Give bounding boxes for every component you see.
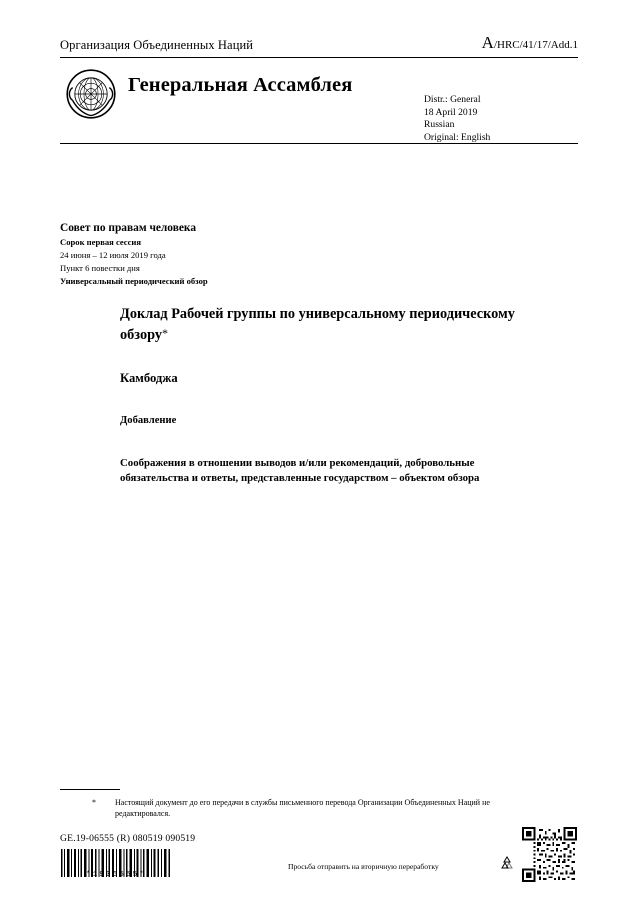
footnote: [92, 797, 512, 819]
barcode-digits: *1906555*: [86, 871, 146, 879]
document-header: [60, 33, 578, 143]
page-title: [120, 305, 520, 345]
footnote-divider: [60, 789, 120, 790]
body-name: Генеральная Ассамблея: [128, 74, 353, 96]
header-divider-bottom: [60, 143, 578, 144]
distribution-type: Distr.: General: [424, 94, 481, 105]
country-name: Камбоджа: [120, 371, 178, 385]
footnote-text: Настоящий документ до его передачи в службы письменного перевода Организации Объединенных Наций не редактировался.: [115, 798, 490, 818]
distribution-date: 18 April 2019: [424, 106, 478, 118]
distribution-original: Original: English: [424, 131, 491, 143]
agenda-topic: Универсальный периодический обзор: [60, 276, 208, 286]
council-block: [60, 222, 490, 286]
header-top-row: [60, 33, 578, 55]
qr-code-icon: [522, 827, 577, 882]
header-main-row: [60, 58, 578, 143]
un-emblem-icon: [64, 67, 118, 121]
title-footnote-marker: *: [162, 326, 169, 340]
job-number: GE.19-06555 (R) 080519 090519: [60, 833, 196, 844]
distribution-block: [424, 94, 490, 144]
council-dates: 24 июня – 12 июля 2019 года: [60, 250, 166, 260]
document-subtitle: Соображения в отношении выводов и/или рекомендаций, добровольные обязательства и ответы, представленные государством – объектом обзора: [120, 457, 480, 484]
title-block: [120, 305, 520, 486]
document-symbol-prefix: A: [481, 33, 494, 52]
addendum-label: Добавление: [120, 415, 177, 426]
organization-name: Организация Объединенных Наций: [60, 38, 254, 52]
page-title-text: Доклад Рабочей группы по универсальному периодическому обзору: [120, 306, 515, 343]
distribution-language: Russian: [424, 119, 455, 131]
document-symbol-suffix: /HRC/41/17/Add.1: [493, 39, 578, 51]
council-name: Совет по правам человека: [60, 222, 197, 234]
footnote-marker: *: [92, 798, 96, 807]
agenda-item: Пункт 6 повестки дня: [60, 263, 140, 273]
recycle-note: Просьба отправить на вторичную переработку: [288, 862, 439, 871]
council-session: Сорок первая сессия: [60, 237, 142, 247]
document-symbol: [482, 33, 578, 55]
recycle-icon: [499, 855, 515, 871]
